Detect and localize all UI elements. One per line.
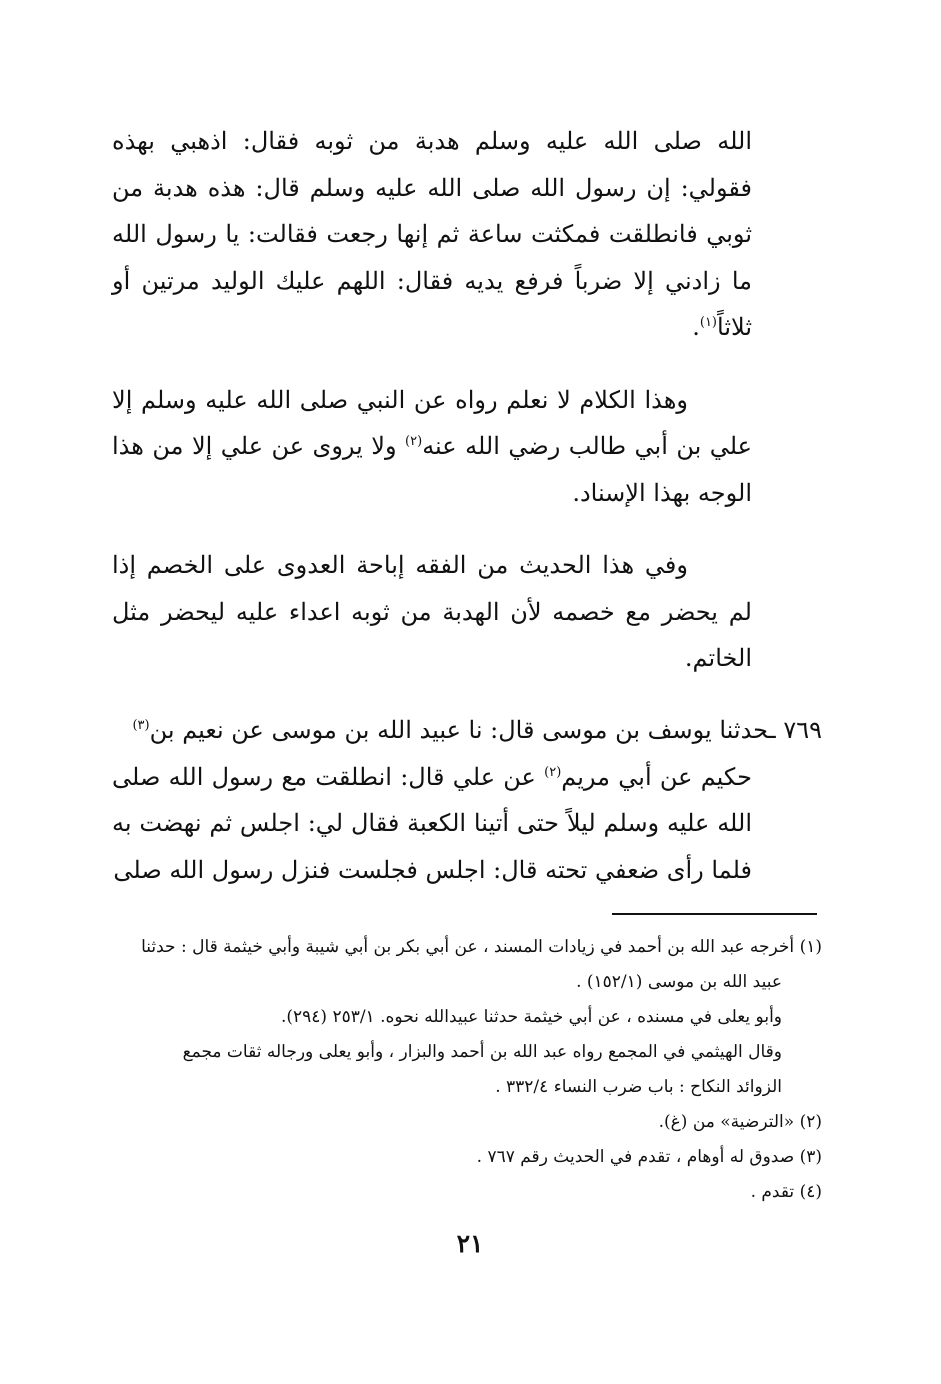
footnote-3-text: صدوق له أوهام ، تقدم في الحديث رقم ٧٦٧ . [476, 1147, 795, 1167]
footnote-4 [118, 1175, 822, 1210]
footnote-1-sub-2-continuation: الزوائد النكاح : باب ضرب النساء ٣٣٢/٤ . [495, 1077, 782, 1097]
hadith-line-1: حدثنا يوسف بن موسى قال: نا عبيد الله بن موسى عن نعيم بن [149, 716, 769, 744]
footnote-separator [612, 913, 817, 915]
footnote-1-continuation: عبيد الله بن موسى (١٥٢/١) . [576, 972, 782, 992]
paragraph-2 [112, 377, 752, 517]
footnote-ref-1: (١) [699, 315, 717, 330]
hadith-769 [112, 707, 822, 893]
hadith-rest-a: حكيم عن أبي مريم [561, 762, 753, 791]
footnote-ref-4: (٢) [544, 764, 562, 780]
hadith-rest-b: عن علي قال: انطلقت مع رسول الله صلى الله عليه وسلم ليلاً حتى أتينا الكعبة فقال لي: اجلس ثم نهضت به فلما رأى ضعفي تحته قال: اجلس فجلست فنزل رسول الله صلى [112, 762, 752, 884]
hadith-first-line [112, 707, 822, 754]
footnote-1-sub-2-text: وقال الهيثمي في المجمع رواه عبد الله بن أحمد والبزار ، وأبو يعلى ورجاله ثقات مجمع [182, 1042, 782, 1062]
paragraph-1 [112, 118, 752, 351]
footnote-4-text: تقدم . [750, 1182, 795, 1202]
main-text-block [112, 118, 752, 682]
hadith-continuation [112, 754, 822, 894]
footnote-3 [118, 1140, 822, 1175]
footnote-ref-3: (٣) [132, 718, 150, 733]
footnote-2-marker: (٢) [799, 1112, 822, 1132]
footnote-3-marker: (٣) [799, 1147, 822, 1167]
footnote-4-marker: (٤) [799, 1182, 822, 1202]
paragraph-1-end: . [692, 313, 700, 341]
footnote-2-text: «الترضية» من (غ). [658, 1112, 795, 1132]
paragraph-1-text: الله صلى الله عليه وسلم هدبة من ثوبه فقال: اذهبي بهذه فقولي: إن رسول الله صلى الله عليه وسلم قال: هذه هدبة من ثوبي فانطلقت فمكثت ساعة ثم إنها رجعت فقالت: يا رسول الله ما زادني إلا ضرباً فرفع يديه فقال: اللهم عليك الوليد مرتين أو ثلاثاً [112, 127, 752, 341]
footnote-1 [118, 930, 822, 1000]
footnote-1-sub-1: وأبو يعلى في مسنده ، عن أبي خيثمة حدثنا عبيدالله نحوه. ٢٥٣/١ (٢٩٤). [280, 1007, 782, 1027]
page-number: ٢١ [456, 1229, 484, 1258]
footnote-ref-2: (٢) [405, 434, 423, 449]
footnote-1-marker: (١) [799, 937, 822, 957]
footnote-1-text: أخرجه عبد الله بن أحمد في زيادات المسند ، عن أبي بكر بن أبي شيبة وأبي خيثمة قال : حدثنا [141, 937, 795, 957]
footnote-1-sub-2 [118, 1035, 822, 1105]
hadith-number: ٧٦٩ ـ [768, 716, 822, 744]
footnote-2 [118, 1105, 822, 1140]
footnotes [118, 930, 822, 1210]
paragraph-2-text-b: ولا يروى عن علي إلا من هذا الوجه بهذا الإسناد. [112, 432, 752, 507]
paragraph-3: وفي هذا الحديث من الفقه إباحة العدوى على الخصم إذا لم يحضر مع خصمه لأن الهدبة من ثوبه اعداء عليه ليحضر مثل الخاتم. [112, 551, 752, 672]
paragraph-2-text-a: وهذا الكلام لا نعلم رواه عن النبي صلى الله عليه وسلم إلا علي بن أبي طالب رضي الله عنه [112, 385, 752, 460]
